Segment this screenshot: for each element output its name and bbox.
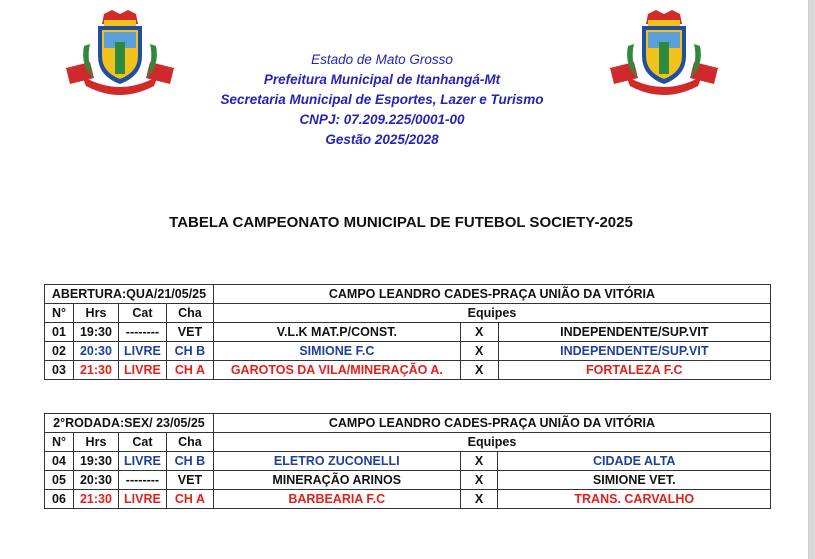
away-team: INDEPENDENTE/SUP.VIT [498, 323, 770, 342]
document-title: TABELA CAMPEONATO MUNICIPAL DE FUTEBOL SOCIETY-2025 [169, 214, 633, 231]
col-header-cha: Cha [166, 433, 213, 452]
col-header-cha: Cha [166, 304, 213, 323]
col-header-cat: Cat [118, 433, 166, 452]
col-header-hrs: Hrs [73, 433, 118, 452]
versus-mark: X [460, 452, 498, 471]
match-category: LIVRE [118, 361, 166, 380]
match-category: LIVRE [118, 452, 166, 471]
home-team: ELETRO ZUCONELLI [213, 452, 460, 471]
col-header-cat: Cat [118, 304, 166, 323]
away-team: CIDADE ALTA [498, 452, 771, 471]
home-team: SIMIONE F.C [213, 342, 460, 361]
schedule-table-round-2 [44, 413, 771, 509]
col-header-num: N° [45, 433, 74, 452]
match-time: 21:30 [73, 361, 118, 380]
coat-of-arms-icon [60, 6, 180, 101]
away-team: SIMIONE VET. [498, 471, 771, 490]
match-bracket: VET [166, 323, 213, 342]
away-team: FORTALEZA F.C [498, 361, 770, 380]
match-bracket: CH A [166, 490, 213, 509]
match-number: 01 [45, 323, 74, 342]
versus-mark: X [460, 323, 498, 342]
schedule-table-round-1 [44, 284, 771, 380]
match-number: 02 [45, 342, 74, 361]
match-bracket: CH A [166, 361, 213, 380]
versus-mark: X [460, 490, 498, 509]
table-row [45, 471, 771, 490]
versus-mark: X [460, 471, 498, 490]
match-number: 03 [45, 361, 74, 380]
home-team: V.L.K MAT.P/CONST. [213, 323, 460, 342]
header-state: Estado de Mato Grosso [311, 52, 453, 67]
match-category: -------- [118, 323, 166, 342]
match-time: 19:30 [73, 452, 118, 471]
table-row [45, 361, 771, 380]
header-secretariat: Secretaria Municipal de Esportes, Lazer e Turismo [220, 92, 544, 107]
away-team: TRANS. CARVALHO [498, 490, 771, 509]
home-team: MINERAÇÃO ARINOS [213, 471, 460, 490]
match-category: LIVRE [118, 490, 166, 509]
match-bracket: CH B [166, 452, 213, 471]
match-time: 19:30 [73, 323, 118, 342]
venue-label: CAMPO LEANDRO CADES-PRAÇA UNIÃO DA VITÓRIA [213, 414, 770, 433]
table-row [45, 490, 771, 509]
round-label: ABERTURA:QUA/21/05/25 [45, 285, 214, 304]
col-header-teams: Equipes [213, 304, 770, 323]
letterhead [200, 50, 564, 150]
header-term: Gestão 2025/2028 [325, 132, 439, 147]
col-header-hrs: Hrs [73, 304, 118, 323]
match-number: 04 [45, 452, 74, 471]
match-number: 06 [45, 490, 74, 509]
home-team: GAROTOS DA VILA/MINERAÇÃO A. [213, 361, 460, 380]
col-header-teams: Equipes [213, 433, 770, 452]
away-team: INDEPENDENTE/SUP.VIT [498, 342, 770, 361]
versus-mark: X [460, 342, 498, 361]
round-label: 2°RODADA:SEX/ 23/05/25 [45, 414, 214, 433]
versus-mark: X [460, 361, 498, 380]
header-prefecture: Prefeitura Municipal de Itanhangá-Mt [263, 72, 501, 87]
match-category: -------- [118, 471, 166, 490]
match-bracket: VET [166, 471, 213, 490]
table-row [45, 452, 771, 471]
venue-label: CAMPO LEANDRO CADES-PRAÇA UNIÃO DA VITÓRIA [213, 285, 770, 304]
home-team: BARBEARIA F.C [213, 490, 460, 509]
col-header-num: N° [45, 304, 74, 323]
match-category: LIVRE [118, 342, 166, 361]
coat-of-arms-icon [604, 6, 724, 101]
header-cnpj: CNPJ: 07.209.225/0001-00 [299, 112, 465, 127]
table-row [45, 342, 771, 361]
match-time: 20:30 [73, 342, 118, 361]
match-number: 05 [45, 471, 74, 490]
match-bracket: CH B [166, 342, 213, 361]
table-row [45, 323, 771, 342]
match-time: 21:30 [73, 490, 118, 509]
match-time: 20:30 [73, 471, 118, 490]
